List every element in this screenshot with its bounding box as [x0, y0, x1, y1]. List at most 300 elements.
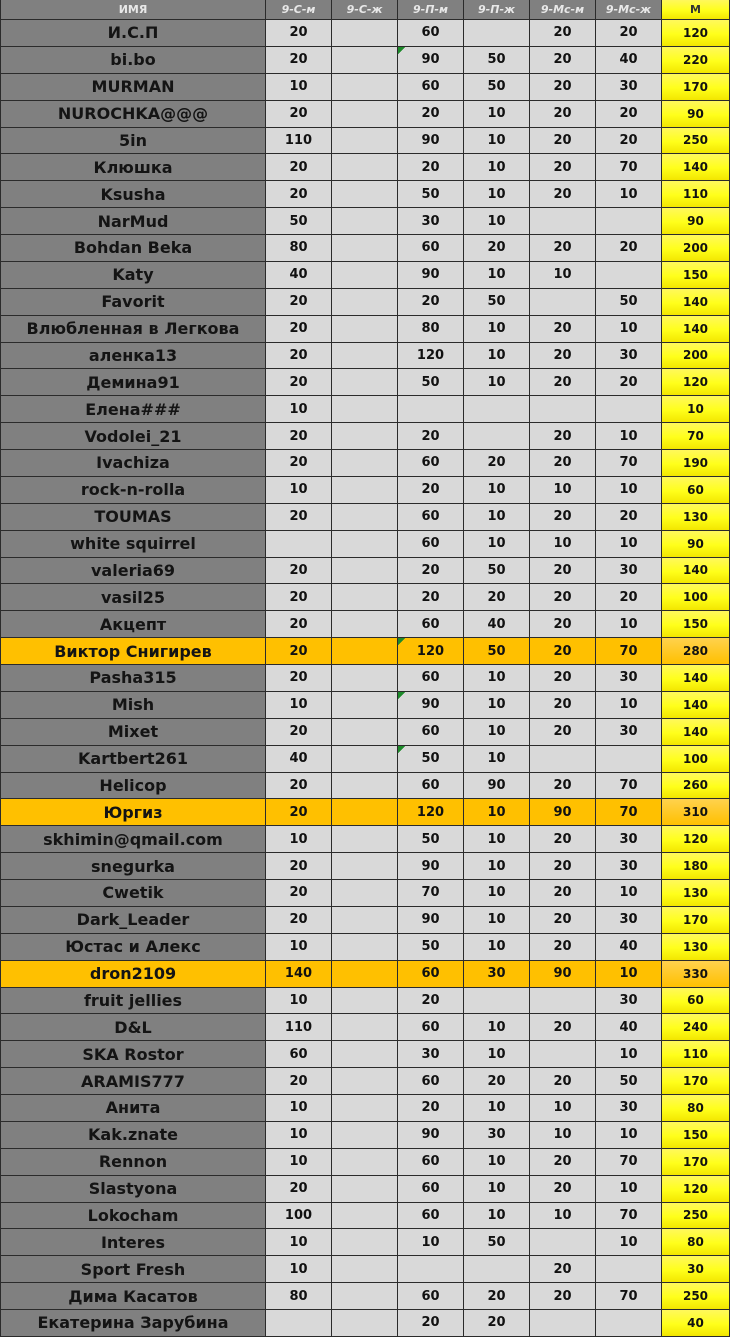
- value-cell[interactable]: 50: [266, 208, 332, 235]
- value-cell[interactable]: 10: [464, 746, 530, 773]
- value-cell[interactable]: [332, 1310, 398, 1337]
- value-cell[interactable]: 100: [266, 1203, 332, 1230]
- value-cell[interactable]: [332, 584, 398, 611]
- total-cell[interactable]: 310: [662, 799, 730, 826]
- value-cell[interactable]: 20: [596, 101, 662, 128]
- value-cell[interactable]: 20: [530, 638, 596, 665]
- value-cell[interactable]: 20: [530, 423, 596, 450]
- row-name-cell[interactable]: Клюшка: [0, 154, 266, 181]
- value-cell[interactable]: [332, 1256, 398, 1283]
- total-cell[interactable]: 280: [662, 638, 730, 665]
- total-cell[interactable]: 140: [662, 316, 730, 343]
- value-cell[interactable]: 90: [398, 853, 464, 880]
- value-cell[interactable]: 30: [596, 1095, 662, 1122]
- value-cell[interactable]: 30: [464, 1122, 530, 1149]
- value-cell[interactable]: 20: [398, 988, 464, 1015]
- total-cell[interactable]: 120: [662, 20, 730, 47]
- value-cell[interactable]: [332, 799, 398, 826]
- value-cell[interactable]: 20: [464, 450, 530, 477]
- value-cell[interactable]: 70: [596, 1203, 662, 1230]
- value-cell[interactable]: 20: [266, 799, 332, 826]
- value-cell[interactable]: 10: [266, 1229, 332, 1256]
- row-name-cell[interactable]: Katy: [0, 262, 266, 289]
- total-cell[interactable]: 150: [662, 1122, 730, 1149]
- column-header-9-s-zh[interactable]: 9-С-ж: [332, 0, 398, 20]
- value-cell[interactable]: [332, 746, 398, 773]
- value-cell[interactable]: [332, 504, 398, 531]
- value-cell[interactable]: 10: [530, 262, 596, 289]
- value-cell[interactable]: [530, 988, 596, 1015]
- value-cell[interactable]: 10: [464, 477, 530, 504]
- value-cell[interactable]: 20: [530, 154, 596, 181]
- row-name-cell[interactable]: Cwetik: [0, 880, 266, 907]
- value-cell[interactable]: [332, 1283, 398, 1310]
- value-cell[interactable]: 40: [266, 746, 332, 773]
- value-cell[interactable]: 20: [398, 477, 464, 504]
- value-cell[interactable]: 10: [596, 1041, 662, 1068]
- row-name-cell[interactable]: Sport Fresh: [0, 1256, 266, 1283]
- value-cell[interactable]: [332, 47, 398, 74]
- value-cell[interactable]: 20: [530, 1149, 596, 1176]
- row-name-cell[interactable]: Анита: [0, 1095, 266, 1122]
- value-cell[interactable]: 20: [530, 584, 596, 611]
- total-cell[interactable]: 80: [662, 1229, 730, 1256]
- value-cell[interactable]: 10: [530, 531, 596, 558]
- value-cell[interactable]: 50: [398, 826, 464, 853]
- value-cell[interactable]: 20: [266, 504, 332, 531]
- value-cell[interactable]: [332, 235, 398, 262]
- value-cell[interactable]: 20: [596, 20, 662, 47]
- value-cell[interactable]: [332, 396, 398, 423]
- value-cell[interactable]: 60: [398, 1068, 464, 1095]
- value-cell[interactable]: 10: [596, 316, 662, 343]
- total-cell[interactable]: 150: [662, 611, 730, 638]
- value-cell[interactable]: 60: [398, 74, 464, 101]
- row-name-cell[interactable]: Helicop: [0, 773, 266, 800]
- value-cell[interactable]: 20: [530, 853, 596, 880]
- value-cell[interactable]: [530, 1041, 596, 1068]
- value-cell[interactable]: 10: [464, 934, 530, 961]
- value-cell[interactable]: 10: [530, 477, 596, 504]
- total-cell[interactable]: 140: [662, 719, 730, 746]
- value-cell[interactable]: 60: [398, 504, 464, 531]
- value-cell[interactable]: [464, 423, 530, 450]
- total-cell[interactable]: 240: [662, 1014, 730, 1041]
- value-cell[interactable]: 10: [464, 799, 530, 826]
- value-cell[interactable]: 20: [266, 773, 332, 800]
- value-cell[interactable]: [332, 719, 398, 746]
- value-cell[interactable]: 30: [398, 1041, 464, 1068]
- value-cell[interactable]: 10: [464, 692, 530, 719]
- value-cell[interactable]: [530, 289, 596, 316]
- value-cell[interactable]: 90: [398, 47, 464, 74]
- column-header-total[interactable]: М: [662, 0, 730, 20]
- value-cell[interactable]: 10: [596, 423, 662, 450]
- value-cell[interactable]: [332, 128, 398, 155]
- value-cell[interactable]: 10: [266, 692, 332, 719]
- row-name-cell[interactable]: MURMAN: [0, 74, 266, 101]
- row-name-cell[interactable]: Виктор Снигирев: [0, 638, 266, 665]
- value-cell[interactable]: 50: [398, 181, 464, 208]
- total-cell[interactable]: 260: [662, 773, 730, 800]
- value-cell[interactable]: [596, 1310, 662, 1337]
- value-cell[interactable]: [596, 746, 662, 773]
- row-name-cell[interactable]: Акцепт: [0, 611, 266, 638]
- value-cell[interactable]: [332, 423, 398, 450]
- value-cell[interactable]: [332, 316, 398, 343]
- total-cell[interactable]: 200: [662, 343, 730, 370]
- value-cell[interactable]: 10: [596, 477, 662, 504]
- value-cell[interactable]: 30: [596, 558, 662, 585]
- value-cell[interactable]: 10: [530, 1095, 596, 1122]
- value-cell[interactable]: 30: [596, 907, 662, 934]
- column-header-name[interactable]: ИМЯ: [0, 0, 266, 20]
- value-cell[interactable]: [332, 1176, 398, 1203]
- value-cell[interactable]: [464, 988, 530, 1015]
- value-cell[interactable]: [332, 638, 398, 665]
- value-cell[interactable]: 20: [398, 558, 464, 585]
- value-cell[interactable]: 20: [398, 289, 464, 316]
- value-cell[interactable]: 50: [596, 289, 662, 316]
- value-cell[interactable]: 80: [398, 316, 464, 343]
- value-cell[interactable]: 120: [398, 343, 464, 370]
- value-cell[interactable]: 90: [398, 907, 464, 934]
- value-cell[interactable]: 20: [266, 423, 332, 450]
- value-cell[interactable]: 10: [596, 1229, 662, 1256]
- total-cell[interactable]: 60: [662, 988, 730, 1015]
- value-cell[interactable]: 20: [266, 1176, 332, 1203]
- value-cell[interactable]: 20: [464, 584, 530, 611]
- value-cell[interactable]: 10: [596, 181, 662, 208]
- value-cell[interactable]: 10: [266, 934, 332, 961]
- row-name-cell[interactable]: skhimin@qmail.com: [0, 826, 266, 853]
- value-cell[interactable]: 90: [398, 1122, 464, 1149]
- value-cell[interactable]: 10: [464, 1176, 530, 1203]
- row-name-cell[interactable]: Lokocham: [0, 1203, 266, 1230]
- value-cell[interactable]: [332, 826, 398, 853]
- total-cell[interactable]: 40: [662, 1310, 730, 1337]
- value-cell[interactable]: 10: [596, 611, 662, 638]
- value-cell[interactable]: [530, 1310, 596, 1337]
- value-cell[interactable]: 20: [530, 1256, 596, 1283]
- value-cell[interactable]: 60: [398, 719, 464, 746]
- value-cell[interactable]: [530, 396, 596, 423]
- total-cell[interactable]: 120: [662, 826, 730, 853]
- value-cell[interactable]: [596, 208, 662, 235]
- total-cell[interactable]: 140: [662, 154, 730, 181]
- row-name-cell[interactable]: white squirrel: [0, 531, 266, 558]
- value-cell[interactable]: 60: [398, 611, 464, 638]
- value-cell[interactable]: 30: [596, 74, 662, 101]
- value-cell[interactable]: 50: [398, 369, 464, 396]
- value-cell[interactable]: [398, 1256, 464, 1283]
- value-cell[interactable]: 50: [464, 558, 530, 585]
- value-cell[interactable]: 10: [464, 531, 530, 558]
- value-cell[interactable]: 60: [398, 1203, 464, 1230]
- value-cell[interactable]: 20: [266, 343, 332, 370]
- row-name-cell[interactable]: Bohdan Beka: [0, 235, 266, 262]
- value-cell[interactable]: 20: [398, 1310, 464, 1337]
- value-cell[interactable]: 20: [530, 934, 596, 961]
- value-cell[interactable]: 60: [398, 531, 464, 558]
- value-cell[interactable]: 20: [530, 47, 596, 74]
- value-cell[interactable]: [332, 1068, 398, 1095]
- value-cell[interactable]: 10: [266, 1149, 332, 1176]
- total-cell[interactable]: 120: [662, 1176, 730, 1203]
- total-cell[interactable]: 140: [662, 289, 730, 316]
- value-cell[interactable]: 20: [266, 611, 332, 638]
- value-cell[interactable]: 10: [266, 74, 332, 101]
- value-cell[interactable]: 20: [596, 504, 662, 531]
- row-name-cell[interactable]: Interes: [0, 1229, 266, 1256]
- total-cell[interactable]: 250: [662, 1283, 730, 1310]
- value-cell[interactable]: 10: [464, 1149, 530, 1176]
- value-cell[interactable]: 20: [266, 20, 332, 47]
- value-cell[interactable]: 10: [464, 154, 530, 181]
- value-cell[interactable]: [530, 208, 596, 235]
- value-cell[interactable]: 20: [530, 181, 596, 208]
- value-cell[interactable]: [332, 289, 398, 316]
- value-cell[interactable]: [332, 988, 398, 1015]
- value-cell[interactable]: [332, 74, 398, 101]
- value-cell[interactable]: 10: [596, 531, 662, 558]
- value-cell[interactable]: 20: [266, 638, 332, 665]
- value-cell[interactable]: 10: [530, 1122, 596, 1149]
- value-cell[interactable]: 20: [398, 584, 464, 611]
- value-cell[interactable]: 110: [266, 1014, 332, 1041]
- value-cell[interactable]: [596, 396, 662, 423]
- total-cell[interactable]: 250: [662, 128, 730, 155]
- value-cell[interactable]: 10: [464, 907, 530, 934]
- value-cell[interactable]: 20: [596, 369, 662, 396]
- total-cell[interactable]: 190: [662, 450, 730, 477]
- value-cell[interactable]: 10: [266, 477, 332, 504]
- value-cell[interactable]: 10: [596, 880, 662, 907]
- column-header-9-s-m[interactable]: 9-С-м: [266, 0, 332, 20]
- value-cell[interactable]: 60: [398, 1283, 464, 1310]
- value-cell[interactable]: 70: [596, 638, 662, 665]
- row-name-cell[interactable]: Pasha315: [0, 665, 266, 692]
- value-cell[interactable]: 20: [266, 880, 332, 907]
- value-cell[interactable]: 20: [530, 692, 596, 719]
- value-cell[interactable]: [596, 262, 662, 289]
- value-cell[interactable]: 70: [596, 450, 662, 477]
- column-header-9-p-m[interactable]: 9-П-м: [398, 0, 464, 20]
- value-cell[interactable]: [464, 396, 530, 423]
- value-cell[interactable]: 50: [464, 47, 530, 74]
- value-cell[interactable]: 20: [596, 235, 662, 262]
- row-name-cell[interactable]: vasil25: [0, 584, 266, 611]
- value-cell[interactable]: 70: [596, 1283, 662, 1310]
- value-cell[interactable]: 140: [266, 961, 332, 988]
- value-cell[interactable]: 60: [398, 1149, 464, 1176]
- value-cell[interactable]: [530, 746, 596, 773]
- value-cell[interactable]: 20: [530, 826, 596, 853]
- value-cell[interactable]: 60: [398, 773, 464, 800]
- value-cell[interactable]: 10: [266, 988, 332, 1015]
- row-name-cell[interactable]: dron2109: [0, 961, 266, 988]
- value-cell[interactable]: 20: [530, 907, 596, 934]
- value-cell[interactable]: 60: [398, 961, 464, 988]
- value-cell[interactable]: [332, 1149, 398, 1176]
- value-cell[interactable]: 20: [266, 47, 332, 74]
- value-cell[interactable]: 40: [464, 611, 530, 638]
- row-name-cell[interactable]: Екатерина Зарубина: [0, 1310, 266, 1337]
- value-cell[interactable]: [332, 692, 398, 719]
- row-name-cell[interactable]: rock-n-rolla: [0, 477, 266, 504]
- row-name-cell[interactable]: Vodolei_21: [0, 423, 266, 450]
- total-cell[interactable]: 170: [662, 74, 730, 101]
- value-cell[interactable]: 20: [530, 1176, 596, 1203]
- row-name-cell[interactable]: Mish: [0, 692, 266, 719]
- value-cell[interactable]: 20: [266, 665, 332, 692]
- value-cell[interactable]: 90: [398, 692, 464, 719]
- value-cell[interactable]: 10: [464, 316, 530, 343]
- value-cell[interactable]: 60: [398, 20, 464, 47]
- value-cell[interactable]: 50: [464, 1229, 530, 1256]
- value-cell[interactable]: 20: [398, 101, 464, 128]
- value-cell[interactable]: 80: [266, 1283, 332, 1310]
- row-name-cell[interactable]: D&L: [0, 1014, 266, 1041]
- value-cell[interactable]: 10: [464, 504, 530, 531]
- value-cell[interactable]: [464, 20, 530, 47]
- value-cell[interactable]: 20: [398, 423, 464, 450]
- total-cell[interactable]: 130: [662, 504, 730, 531]
- row-name-cell[interactable]: 5in: [0, 128, 266, 155]
- value-cell[interactable]: 20: [530, 1283, 596, 1310]
- row-name-cell[interactable]: Rennon: [0, 1149, 266, 1176]
- value-cell[interactable]: 20: [266, 558, 332, 585]
- total-cell[interactable]: 90: [662, 208, 730, 235]
- value-cell[interactable]: [332, 558, 398, 585]
- value-cell[interactable]: [332, 907, 398, 934]
- value-cell[interactable]: 10: [464, 665, 530, 692]
- total-cell[interactable]: 140: [662, 692, 730, 719]
- total-cell[interactable]: 110: [662, 1041, 730, 1068]
- row-name-cell[interactable]: Демина91: [0, 369, 266, 396]
- value-cell[interactable]: 10: [596, 692, 662, 719]
- value-cell[interactable]: 120: [398, 638, 464, 665]
- value-cell[interactable]: 30: [596, 988, 662, 1015]
- value-cell[interactable]: [332, 369, 398, 396]
- value-cell[interactable]: 10: [464, 128, 530, 155]
- total-cell[interactable]: 90: [662, 531, 730, 558]
- value-cell[interactable]: 10: [266, 1256, 332, 1283]
- total-cell[interactable]: 130: [662, 880, 730, 907]
- total-cell[interactable]: 110: [662, 181, 730, 208]
- row-name-cell[interactable]: аленка13: [0, 343, 266, 370]
- value-cell[interactable]: 10: [464, 369, 530, 396]
- row-name-cell[interactable]: snegurka: [0, 853, 266, 880]
- value-cell[interactable]: 10: [464, 1041, 530, 1068]
- value-cell[interactable]: 40: [596, 1014, 662, 1041]
- value-cell[interactable]: 20: [266, 181, 332, 208]
- value-cell[interactable]: 50: [596, 1068, 662, 1095]
- total-cell[interactable]: 70: [662, 423, 730, 450]
- value-cell[interactable]: 10: [266, 396, 332, 423]
- value-cell[interactable]: [596, 1256, 662, 1283]
- value-cell[interactable]: 90: [398, 128, 464, 155]
- value-cell[interactable]: 20: [398, 1095, 464, 1122]
- total-cell[interactable]: 120: [662, 369, 730, 396]
- value-cell[interactable]: 120: [398, 799, 464, 826]
- column-header-9-ms-m[interactable]: 9-Мс-м: [530, 0, 596, 20]
- row-name-cell[interactable]: valeria69: [0, 558, 266, 585]
- value-cell[interactable]: [266, 531, 332, 558]
- value-cell[interactable]: [332, 208, 398, 235]
- row-name-cell[interactable]: Kak.znate: [0, 1122, 266, 1149]
- value-cell[interactable]: 70: [596, 1149, 662, 1176]
- total-cell[interactable]: 30: [662, 1256, 730, 1283]
- value-cell[interactable]: 10: [464, 1014, 530, 1041]
- value-cell[interactable]: [332, 1041, 398, 1068]
- total-cell[interactable]: 170: [662, 1149, 730, 1176]
- total-cell[interactable]: 100: [662, 746, 730, 773]
- total-cell[interactable]: 140: [662, 558, 730, 585]
- row-name-cell[interactable]: TOUMAS: [0, 504, 266, 531]
- value-cell[interactable]: 40: [596, 934, 662, 961]
- total-cell[interactable]: 220: [662, 47, 730, 74]
- value-cell[interactable]: 20: [530, 20, 596, 47]
- value-cell[interactable]: [332, 343, 398, 370]
- row-name-cell[interactable]: SKA Rostor: [0, 1041, 266, 1068]
- value-cell[interactable]: 90: [530, 799, 596, 826]
- value-cell[interactable]: 10: [530, 1203, 596, 1230]
- value-cell[interactable]: 20: [530, 1014, 596, 1041]
- value-cell[interactable]: 20: [266, 154, 332, 181]
- value-cell[interactable]: 20: [464, 1310, 530, 1337]
- value-cell[interactable]: 20: [530, 101, 596, 128]
- value-cell[interactable]: [332, 1229, 398, 1256]
- value-cell[interactable]: [332, 1203, 398, 1230]
- value-cell[interactable]: 20: [266, 1068, 332, 1095]
- value-cell[interactable]: [332, 961, 398, 988]
- value-cell[interactable]: 20: [530, 343, 596, 370]
- value-cell[interactable]: [332, 1095, 398, 1122]
- value-cell[interactable]: 50: [398, 934, 464, 961]
- value-cell[interactable]: 10: [464, 1203, 530, 1230]
- total-cell[interactable]: 80: [662, 1095, 730, 1122]
- value-cell[interactable]: 20: [266, 289, 332, 316]
- row-name-cell[interactable]: Влюбленная в Легкова: [0, 316, 266, 343]
- value-cell[interactable]: 10: [464, 853, 530, 880]
- value-cell[interactable]: 30: [596, 853, 662, 880]
- value-cell[interactable]: [332, 1014, 398, 1041]
- value-cell[interactable]: 30: [596, 719, 662, 746]
- value-cell[interactable]: [332, 154, 398, 181]
- value-cell[interactable]: 20: [530, 719, 596, 746]
- value-cell[interactable]: [332, 1122, 398, 1149]
- value-cell[interactable]: 60: [398, 1176, 464, 1203]
- row-name-cell[interactable]: Favorit: [0, 289, 266, 316]
- value-cell[interactable]: 50: [464, 638, 530, 665]
- value-cell[interactable]: 30: [398, 208, 464, 235]
- total-cell[interactable]: 200: [662, 235, 730, 262]
- value-cell[interactable]: 20: [530, 611, 596, 638]
- value-cell[interactable]: 20: [596, 584, 662, 611]
- value-cell[interactable]: [332, 880, 398, 907]
- total-cell[interactable]: 90: [662, 101, 730, 128]
- value-cell[interactable]: 10: [596, 1176, 662, 1203]
- value-cell[interactable]: 10: [464, 208, 530, 235]
- row-name-cell[interactable]: ARAMIS777: [0, 1068, 266, 1095]
- value-cell[interactable]: 20: [266, 369, 332, 396]
- value-cell[interactable]: 20: [464, 235, 530, 262]
- value-cell[interactable]: [464, 1256, 530, 1283]
- row-name-cell[interactable]: Юргиз: [0, 799, 266, 826]
- value-cell[interactable]: 20: [266, 907, 332, 934]
- value-cell[interactable]: 70: [596, 773, 662, 800]
